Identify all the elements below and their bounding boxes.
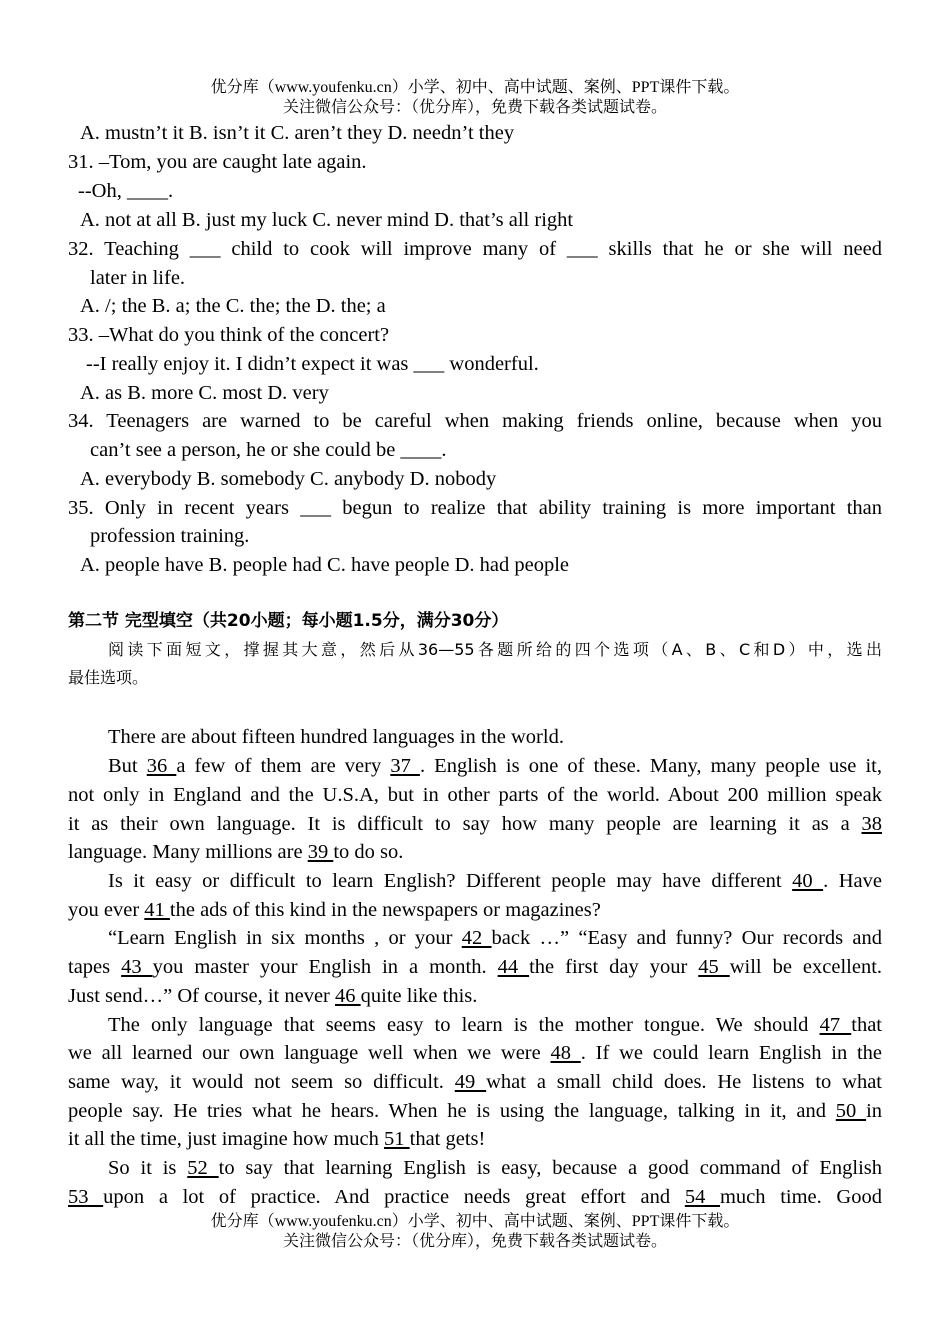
q33-reply: --I really enjoy it. I didn’t expect it was ___ wonderful. [86, 353, 539, 375]
header-line-1: 优分库（www.youfenku.cn）小学、初中、高中试题、案例、PPT课件下载。 [210, 79, 740, 96]
blank-38: 38 [861, 813, 883, 835]
instruction-line-2: 最佳选项。 [68, 668, 149, 687]
q31-reply: --Oh, ____. [78, 180, 174, 202]
q34-stem: 34. Teenagers are warned to be careful when making friends online, because when you [68, 410, 882, 432]
section-instruction [68, 636, 882, 692]
blank-46: 46 [335, 985, 361, 1007]
passage-line-16: So it is 52 to say that learning English is easy, because a good command of English [108, 1157, 883, 1179]
blank-42: 42 [461, 927, 492, 949]
blank-40: 40 [792, 870, 824, 892]
blank-48: 48 [550, 1042, 581, 1064]
passage-line-6: Is it easy or difficult to learn English? Different people may have different 40 . Have [108, 870, 882, 892]
blank-49: 49 [454, 1071, 487, 1093]
passage-line-15: it all the time, just imagine how much 51 that gets! [68, 1128, 486, 1150]
passage-line-10: Just send…” Of course, it never 46 quite like this. [68, 985, 478, 1007]
q30-options: A. mustn’t it B. isn’t it C. aren’t they D. needn’t they [80, 122, 515, 144]
passage-line-1: There are about fifteen hundred languages in the world. [108, 726, 564, 748]
blank-51: 51 [384, 1128, 410, 1150]
passage-line-7: you ever 41 the ads of this kind in the newspapers or magazines? [68, 899, 601, 921]
passage-line-3: not only in England and the U.S.A, but in other parts of the world. About 200 million speak [68, 784, 882, 806]
passage-line-12: we all learned our own language well when we were 48 . If we could learn English in the [68, 1042, 883, 1064]
blank-53: 53 [68, 1186, 104, 1208]
q32-stem: 32. Teaching ___ child to cook will improve many of ___ skills that he or she will need [68, 238, 882, 260]
q31-options: A. not at all B. just my luck C. never mind D. that’s all right [80, 209, 574, 231]
footer-line-2: 关注微信公众号：（优分库），免费下载各类试题试卷。 [282, 1233, 667, 1250]
q35-stem: 35. Only in recent years ___ begun to realize that ability training is more important than [68, 497, 882, 519]
q32-stem-cont: later in life. [90, 267, 186, 289]
passage-line-11: The only language that seems easy to learn is the mother tongue. We should 47 that [108, 1014, 883, 1036]
blank-47: 47 [819, 1014, 852, 1036]
q34-stem-cont: can’t see a person, he or she could be ____. [90, 439, 447, 461]
blank-44: 44 [497, 956, 530, 978]
passage-line-14: people say. He tries what he hears. When he is using the language, talking in it, and 50 in [68, 1100, 883, 1122]
q35-stem-cont: profession training. [90, 525, 250, 547]
passage-line-4: it as their own language. It is difficult to say how many people are learning it as a 38 [68, 813, 883, 835]
blank-43: 43 [121, 956, 153, 978]
blank-54: 54 [684, 1186, 720, 1208]
q33-options: A. as B. more C. most D. very [80, 382, 329, 404]
footer-line-1: 优分库（www.youfenku.cn）小学、初中、高中试题、案例、PPT课件下载。 [210, 1213, 740, 1230]
blank-52: 52 [187, 1157, 219, 1179]
q32-options: A. /; the B. a; the C. the; the D. the; a [80, 295, 386, 317]
passage-line-2: But 36 a few of them are very 37 . English is one of these. Many, many people use it, [108, 755, 883, 777]
section-title: 第二节 完型填空（共20小题；每小题1.5分，满分30分） [68, 611, 509, 631]
q31-stem: 31. –Tom, you are caught late again. [68, 151, 367, 173]
blank-45: 45 [698, 956, 730, 978]
q34-options: A. everybody B. somebody C. anybody D. nobody [80, 468, 497, 490]
q35-options: A. people have B. people had C. have people D. had people [80, 554, 569, 576]
passage-line-8: “Learn English in six months , or your 42 back …” “Easy and funny? Our records and [108, 927, 883, 949]
passage-line-17: 53 upon a lot of practice. And practice needs great effort and 54 much time. Good [68, 1186, 882, 1208]
q33-stem: 33. –What do you think of the concert? [68, 324, 390, 346]
instruction-line-1: 阅读下面短文，撑握其大意，然后从36—55各题所给的四个选项（A、B、C和D）中，选出 [108, 640, 882, 659]
header-line-2: 关注微信公众号：（优分库），免费下载各类试题试卷。 [282, 99, 667, 116]
passage-line-13: same way, it would not seem so difficult. 49 what a small child does. He listens to what [68, 1071, 882, 1093]
passage-line-5: language. Many millions are 39 to do so. [68, 841, 404, 863]
blank-37: 37 [390, 755, 420, 777]
blank-39: 39 [307, 841, 334, 863]
blank-41: 41 [144, 899, 170, 921]
blank-36: 36 [146, 755, 177, 777]
blank-50: 50 [835, 1100, 867, 1122]
passage-line-9: tapes 43 you master your English in a month. 44 the first day your 45 will be excellent. [68, 956, 883, 978]
